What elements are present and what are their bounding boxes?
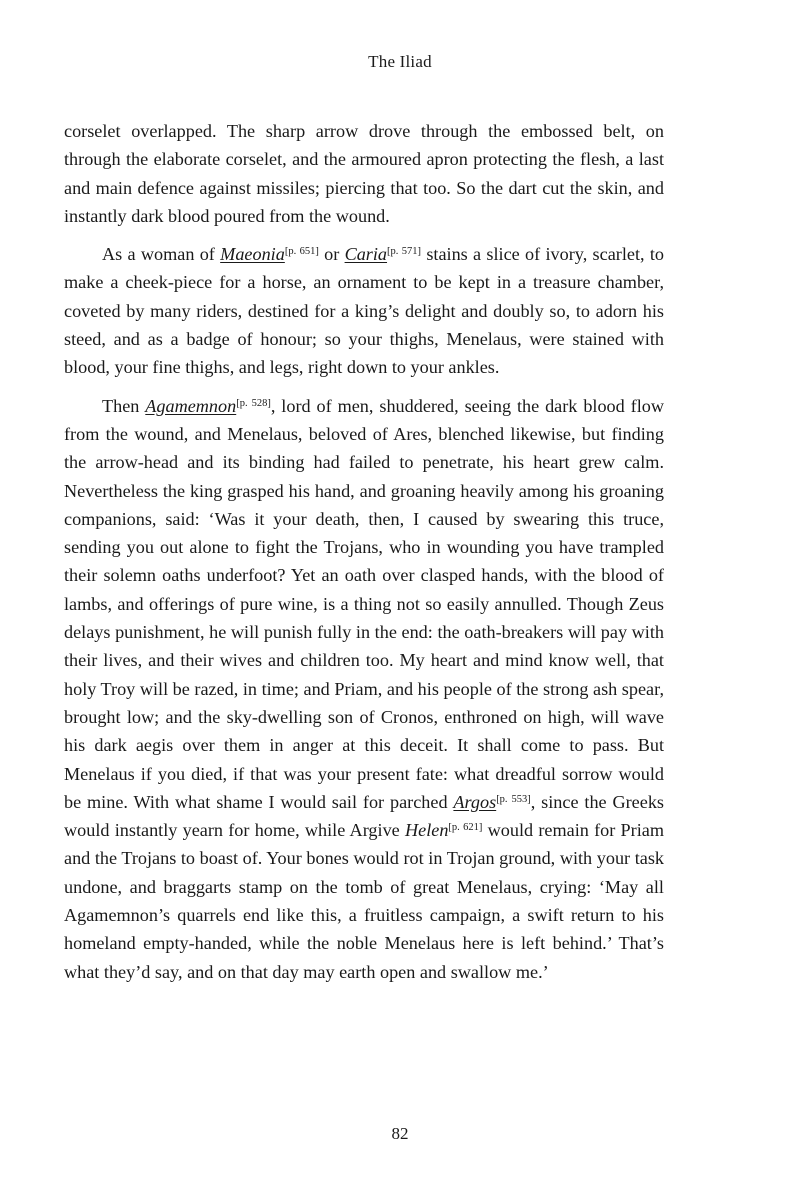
- paragraph-3: [64, 392, 664, 986]
- place-link-maeonia[interactable]: Maeonia: [220, 244, 285, 265]
- place-link-caria[interactable]: Caria: [344, 244, 388, 265]
- paragraph-2: [64, 240, 664, 381]
- page-reference[interactable]: [p. 571]: [387, 246, 422, 258]
- running-header: The Iliad: [368, 52, 432, 71]
- page-reference[interactable]: [p. 651]: [284, 246, 319, 258]
- text-run: Then: [102, 395, 146, 416]
- text-run: stains a slice of ivory, scarlet, to make a cheek-piece for a horse, an ornament to be kept in a treasure chamber, coveted by many riders, destined for a king’s delight and doubly so, to adorn his steed, and as a badge of honour; so your thighs, Menelaus, were stained with blood, your fine thighs, and legs, right down to your ankles.: [64, 244, 664, 378]
- paragraph-1: corselet overlapped. The sharp arrow drove through the embossed belt, on through the elaborate corselet, and the armoured apron protecting the flesh, a last and main defence against missiles; piercing that too. So the dart cut the skin, and instantly dark blood poured from the wound.: [64, 121, 664, 226]
- page-number: 82: [391, 1124, 409, 1143]
- text-run: As a woman of: [102, 244, 221, 265]
- text-run: , since the Greeks would instantly yearn for home, while Argive: [64, 791, 664, 841]
- page-body: [64, 117, 664, 996]
- person-link-helen[interactable]: Helen: [404, 820, 449, 841]
- page-reference[interactable]: [p. 528]: [236, 397, 271, 409]
- page-reference[interactable]: [p. 621]: [448, 822, 483, 834]
- text-run: or: [318, 244, 345, 265]
- text-run: would remain for Priam and the Trojans to boast of. Your bones would rot in Trojan ground, with your task undone, and braggarts stamp on the tomb of great Menelaus, crying: ‘May all Agamemnon’s quarrels end like this, a fruitless campaign, a swift return to his homeland empty-handed, while the noble Menelaus here is left behind.’ That’s what they’d say, and on that day may earth open and swallow me.’: [64, 820, 664, 982]
- person-link-agamemnon[interactable]: Agamemnon: [145, 395, 237, 416]
- text-run: , lord of men, shuddered, seeing the dark blood flow from the wound, and Menelaus, beloved of Ares, blenched likewise, but finding the arrow-head and its binding had failed to penetrate, his heart grew calm. Nevertheless the king grasped his hand, and groaning heavily among his groaning companions, said: ‘Was it your death, then, I caused by swearing this truce, sending you out alone to fight the Trojans, who in wounding you have trampled their solemn oaths underfoot? Yet an oath over clasped hands, with the blood of lambs, and offerings of pure wine, is a thing not so easily annulled. Though Zeus delays punishment, he will punish fully in the end: the oath-breakers will pay with their lives, and their wives and children too. My heart and mind know well, that holy Troy will be razed, in time; and Priam, and his people of the strong ash spear, brought low; and the sky-dwelling son of Cronos, enthroned on high, will wave his dark aegis over them in anger at this deceit. It shall come to pass. But Menelaus if you died, if that was your present fate: what dreadful sorrow would be mine. With what shame I would sail for parched: [64, 395, 665, 812]
- page-reference[interactable]: [p. 553]: [496, 793, 531, 805]
- place-link-argos[interactable]: Argos: [453, 791, 497, 812]
